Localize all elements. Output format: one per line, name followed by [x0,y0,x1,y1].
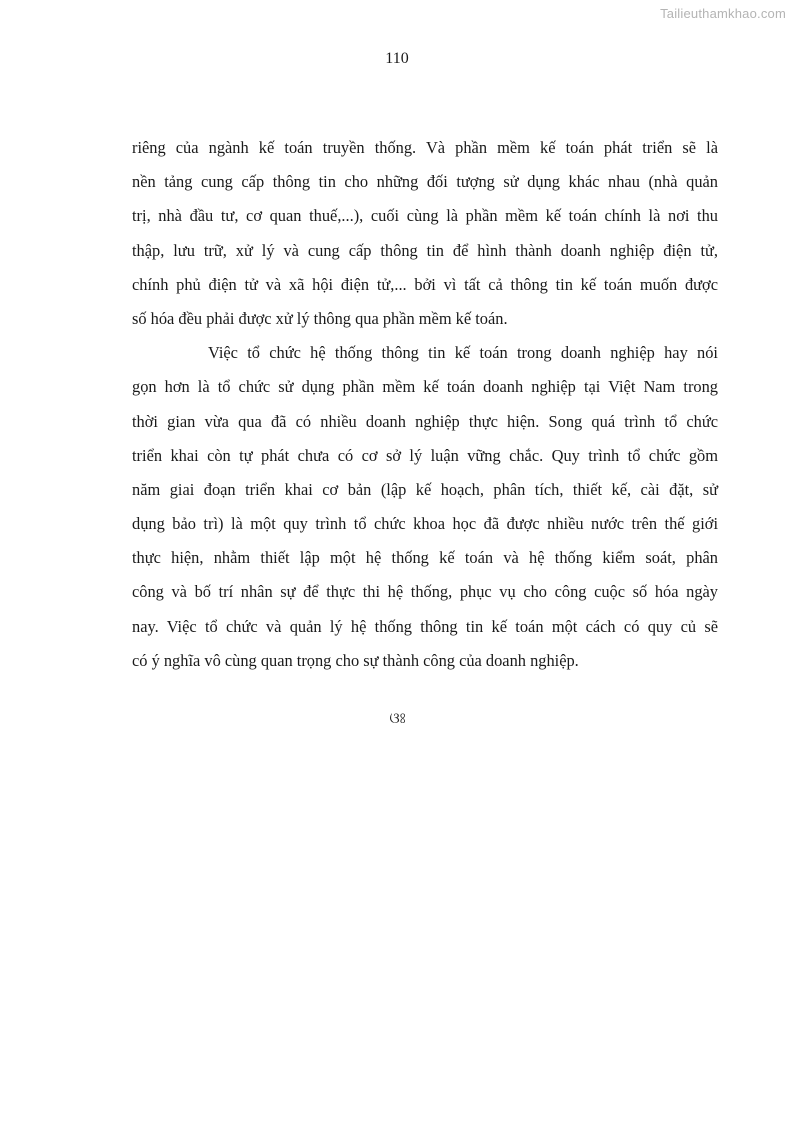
body-text [132,131,718,678]
paragraph-1-line: chính phủ điện tử và xã hội điện tử,... bởi vì tất cả thông tin kế toán muốn được [132,274,718,294]
paragraph-2-line: triển khai còn tự phát chưa có cơ sở lý luận vững chắc. Quy trình tổ chức gồm [132,445,718,465]
ornament-divider: ଓଃ [389,711,405,727]
paragraph-2-line: dụng bảo trì) là một quy trình tổ chức khoa học đã được nhiều nước trên thế giới [132,514,718,534]
paragraph-1-line: riêng của ngành kế toán truyền thống. Và phần mềm kế toán phát triển sẽ là [132,138,718,157]
paragraph-2-line: gọn hơn là tổ chức sử dụng phần mềm kế toán doanh nghiệp tại Việt Nam trong [132,377,718,397]
paragraph-2-line: thời gian vừa qua đã có nhiều doanh nghiệp thực hiện. Song quá trình tổ chức [132,411,718,431]
watermark: Tailieuthamkhao.com [660,6,786,21]
paragraph-1-line: số hóa đều phải được xử lý thông qua phần mềm kế toán. [132,308,508,328]
page-number: 110 [385,50,409,67]
paragraph-1-line: thập, lưu trữ, xử lý và cung cấp thông tin để hình thành doanh nghiệp điện tử, [132,240,718,260]
paragraph-2-line: nay. Việc tổ chức và quản lý hệ thống thông tin kế toán một cách có quy củ sẽ [132,616,718,636]
paragraph-1-line: nền tảng cung cấp thông tin cho những đối tượng sử dụng khác nhau (nhà quản [132,172,718,192]
paragraph-2-line: Việc tổ chức hệ thống thông tin kế toán trong doanh nghiệp hay nói [208,343,718,363]
paragraph-2-line: thực hiện, nhằm thiết lập một hệ thống kế toán và hệ thống kiểm soát, phân [132,548,718,568]
paragraph-2-line: công và bố trí nhân sự để thực thi hệ thống, phục vụ cho công cuộc số hóa ngày [132,582,718,602]
paragraph-2-line: có ý nghĩa vô cùng quan trọng cho sự thành công của doanh nghiệp. [132,650,579,670]
paragraph-2-line: năm giai đoạn triển khai cơ bản (lập kế hoạch, phân tích, thiết kế, cài đặt, sử [132,479,718,499]
paragraph-1-line: trị, nhà đầu tư, cơ quan thuế,...), cuối cùng là phần mềm kế toán chính là nơi thu [132,206,718,226]
